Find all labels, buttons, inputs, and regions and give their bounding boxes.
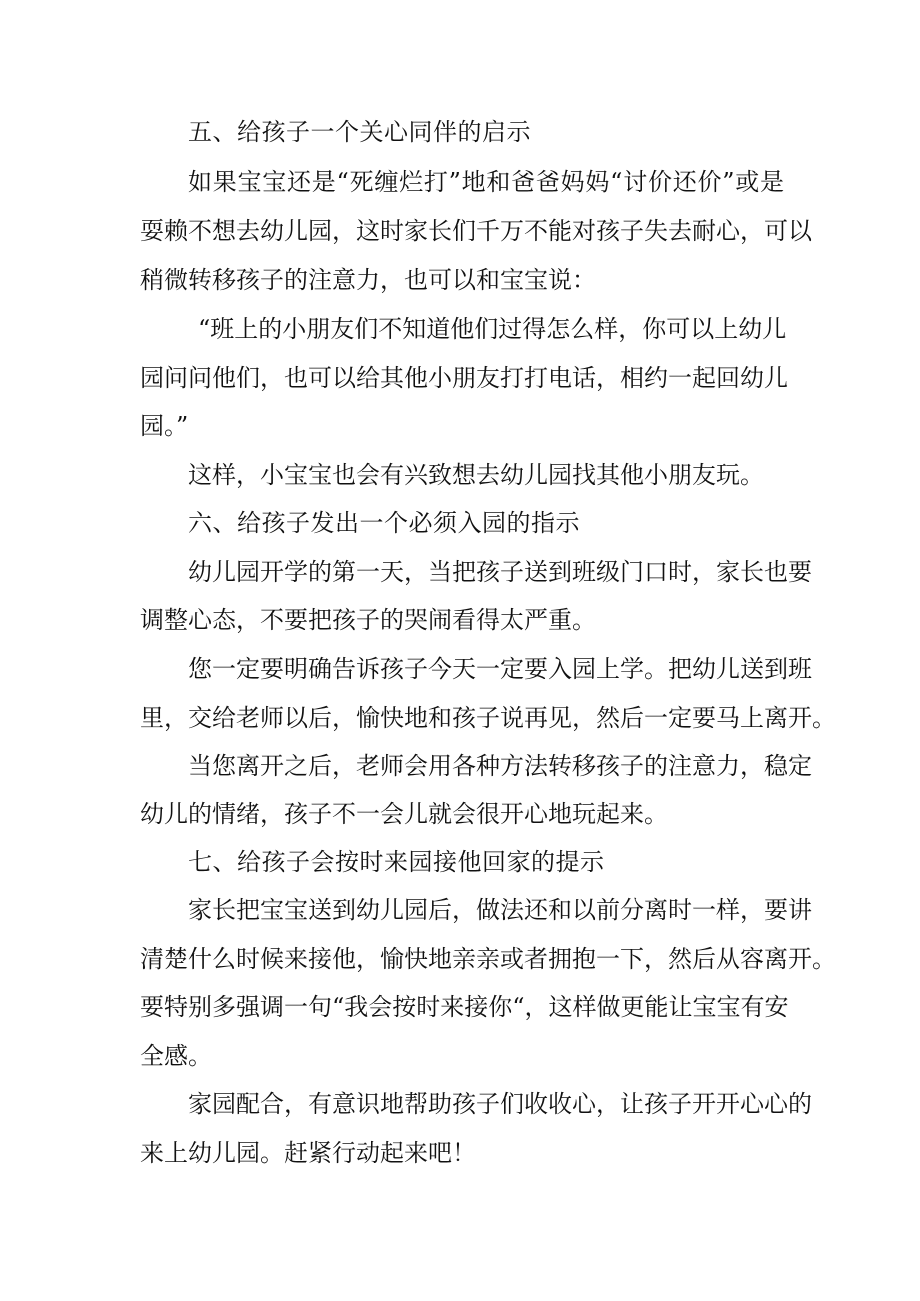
paragraph-line: 全感。 xyxy=(140,1042,212,1070)
paragraph-line: 来上幼儿园。赶紧行动起来吧！ xyxy=(140,1139,476,1167)
paragraph-line: 您一定要明确告诉孩子今天一定要入园上学。把幼儿送到班 xyxy=(188,655,812,683)
paragraph-line: 耍赖不想去幼儿园，这时家长们千万不能对孩子失去耐心，可以 xyxy=(140,217,812,245)
quote-line: “班上的小朋友们不知道他们过得怎么样，你可以上幼儿 xyxy=(198,315,787,343)
paragraph-line: 家园配合，有意识地帮助孩子们收收心，让孩子开开心心的 xyxy=(188,1090,812,1118)
paragraph-line: 幼儿的情绪，孩子不一会儿就会很开心地玩起来。 xyxy=(140,800,668,828)
section-heading-5: 五、给孩子一个关心同伴的启示 xyxy=(188,118,531,146)
paragraph-line: 要特别多强调一句“我会按时来接你“，这样做更能让宝宝有安 xyxy=(140,993,789,1021)
paragraph-line: 幼儿园开学的第一天，当把孩子送到班级门口时，家长也要 xyxy=(188,558,812,586)
paragraph-line: 如果宝宝还是“死缠烂打”地和爸爸妈妈“讨价还价”或是 xyxy=(188,168,784,196)
section-heading-6: 六、给孩子发出一个必须入园的指示 xyxy=(188,509,580,537)
paragraph-line: 家长把宝宝送到幼儿园后，做法还和以前分离时一样，要讲 xyxy=(188,896,812,924)
quote-line: 园。” xyxy=(140,412,189,440)
paragraph-line: 稍微转移孩子的注意力，也可以和宝宝说： xyxy=(140,266,596,294)
paragraph-line: 里，交给老师以后，愉快地和孩子说再见，然后一定要马上离开。 xyxy=(140,704,836,732)
paragraph-line: 调整心态，不要把孩子的哭闹看得太严重。 xyxy=(140,606,596,634)
paragraph-line: 这样，小宝宝也会有兴致想去幼儿园找其他小朋友玩。 xyxy=(188,461,764,489)
paragraph-line: 清楚什么时候来接他，愉快地亲亲或者拥抱一下，然后从容离开。 xyxy=(140,945,836,973)
quote-line: 园问问他们，也可以给其他小朋友打打电话，相约一起回幼儿 xyxy=(140,364,788,392)
section-heading-7: 七、给孩子会按时来园接他回家的提示 xyxy=(188,848,605,876)
paragraph-line: 当您离开之后，老师会用各种方法转移孩子的注意力，稳定 xyxy=(188,752,812,780)
